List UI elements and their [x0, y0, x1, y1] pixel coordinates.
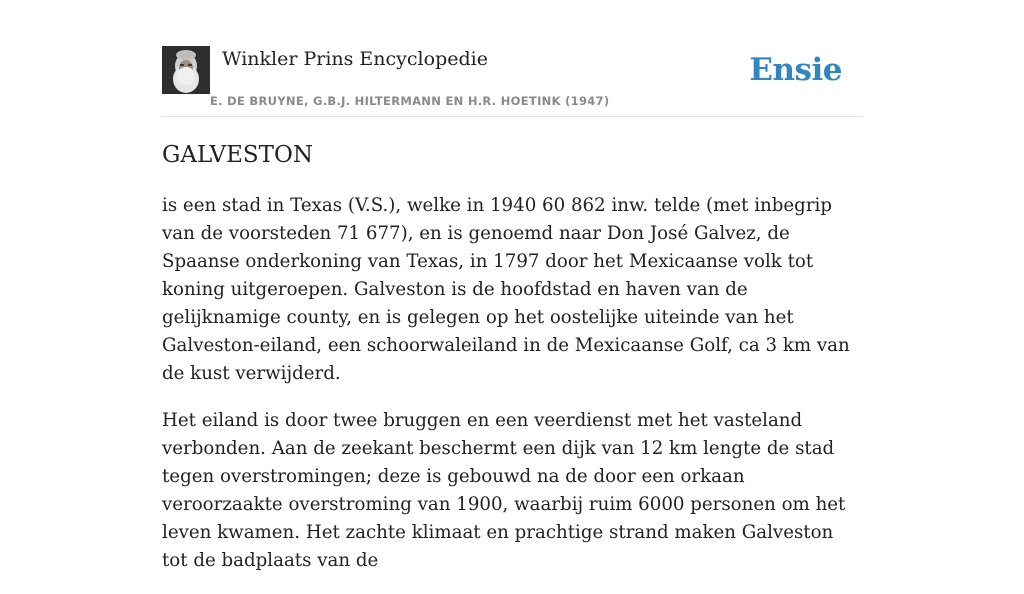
source-authors: E. DE BRUYNE, G.B.J. HILTERMANN EN H.R. HOETINK (1947): [210, 94, 610, 108]
article-body: [162, 192, 862, 594]
author-avatar[interactable]: [162, 46, 210, 94]
source-header: [162, 46, 862, 117]
source-title[interactable]: Winkler Prins Encyclopedie: [222, 48, 488, 70]
article-paragraph: is een stad in Texas (V.S.), welke in 1940 60 862 inw. telde (met inbegrip van de voorsteden 71 677), en is genoemd naar Don José Galvez, de Spaanse onderkoning van Texas, in 1797 door het Mexicaanse volk tot koning uitgeroepen. Galveston is de hoofdstad en haven van de gelijknamige county, en is gelegen op het oostelijke uiteinde van het Galveston-eiland, een schoorwaleiland in de Mexicaanse Golf, ca 3 km van de kust verwijderd.: [162, 195, 850, 384]
bearded-man-portrait-icon: [162, 46, 210, 94]
brand-logo[interactable]: Ensie: [749, 52, 842, 88]
article-title: GALVESTON: [162, 142, 314, 168]
article-paragraph: Het eiland is door twee bruggen en een veerdienst met het vasteland verbonden. Aan de zeekant beschermt een dijk van 12 km lengte de stad tegen overstromingen; deze is gebouwd na de door een orkaan veroorzaakte overstroming van 1900, waarbij ruim 6000 personen om het leven kwamen. Het zachte klimaat en prachtige strand maken Galveston tot de badplaats van de: [162, 410, 846, 571]
